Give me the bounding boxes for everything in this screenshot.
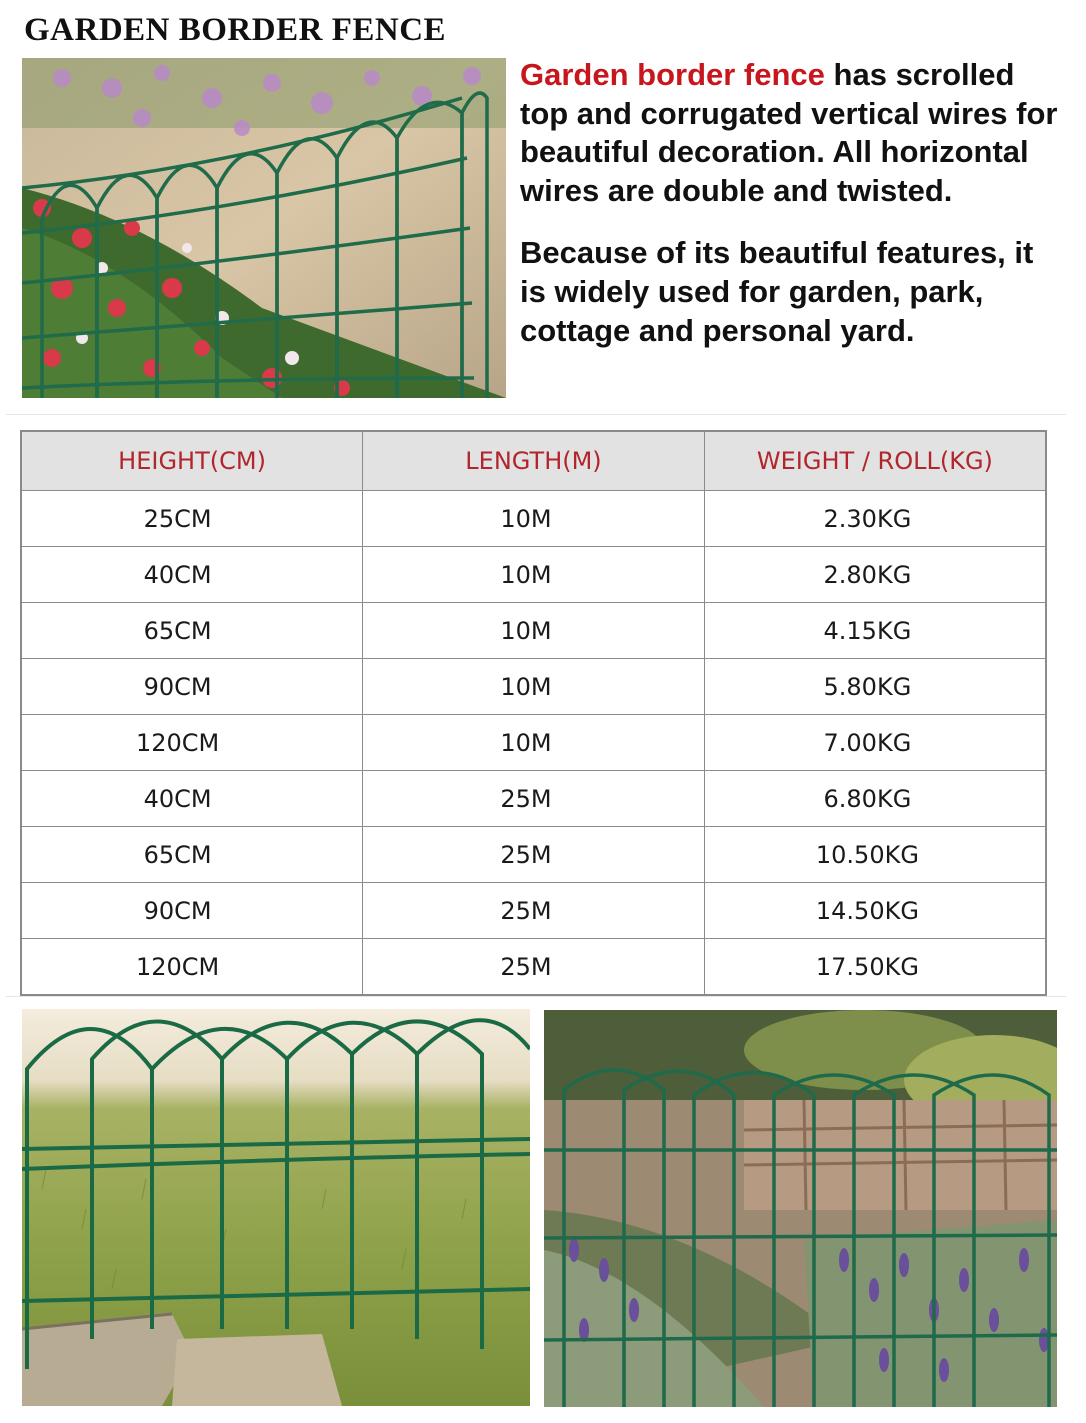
fence-with-lavender-photo — [544, 1010, 1057, 1407]
cell-height: 90CM — [21, 659, 363, 715]
table-row — [21, 827, 1046, 883]
specification-table — [20, 430, 1047, 996]
cell-length: 10M — [363, 491, 705, 547]
header-height: HEIGHT(CM) — [21, 431, 363, 491]
description-highlight: Garden border fence — [520, 57, 825, 92]
cell-length: 10M — [363, 659, 705, 715]
divider — [6, 414, 1066, 415]
cell-height: 25CM — [21, 491, 363, 547]
cell-weight: 17.50KG — [704, 939, 1046, 996]
cell-weight: 14.50KG — [704, 883, 1046, 939]
table-row — [21, 547, 1046, 603]
description-text: has scrolled top and corrugated vertical wires for beautiful decoration. All horizontal wires are double and twisted. — [520, 57, 1058, 208]
cell-weight: 2.30KG — [704, 491, 1046, 547]
table-row — [21, 659, 1046, 715]
cell-height: 120CM — [21, 939, 363, 996]
table-row — [21, 715, 1046, 771]
header-weight: WEIGHT / ROLL(KG) — [704, 431, 1046, 491]
table-header-row — [21, 431, 1046, 491]
page-title: GARDEN BORDER FENCE — [24, 12, 447, 48]
cell-length: 25M — [363, 939, 705, 996]
fence-on-lawn-photo — [22, 1009, 530, 1406]
cell-weight: 10.50KG — [704, 827, 1046, 883]
header-length: LENGTH(M) — [363, 431, 705, 491]
product-description — [520, 56, 1060, 350]
cell-height: 90CM — [21, 883, 363, 939]
cell-length: 10M — [363, 715, 705, 771]
cell-weight: 5.80KG — [704, 659, 1046, 715]
table-row — [21, 771, 1046, 827]
description-paragraph-2: Because of its beautiful features, it is widely used for garden, park, cottage and personal yard. — [520, 235, 1034, 348]
table-row — [21, 939, 1046, 996]
cell-height: 120CM — [21, 715, 363, 771]
divider — [6, 996, 1066, 997]
table-row — [21, 603, 1046, 659]
cell-height: 40CM — [21, 771, 363, 827]
cell-weight: 2.80KG — [704, 547, 1046, 603]
garden-fence-flowers-photo — [22, 58, 506, 398]
cell-length: 25M — [363, 771, 705, 827]
cell-height: 65CM — [21, 827, 363, 883]
cell-length: 10M — [363, 603, 705, 659]
cell-weight: 4.15KG — [704, 603, 1046, 659]
table-row — [21, 491, 1046, 547]
cell-length: 25M — [363, 827, 705, 883]
cell-height: 65CM — [21, 603, 363, 659]
cell-length: 25M — [363, 883, 705, 939]
description-paragraph-1 — [520, 56, 1060, 210]
cell-weight: 7.00KG — [704, 715, 1046, 771]
cell-height: 40CM — [21, 547, 363, 603]
table-row — [21, 883, 1046, 939]
cell-weight: 6.80KG — [704, 771, 1046, 827]
cell-length: 10M — [363, 547, 705, 603]
